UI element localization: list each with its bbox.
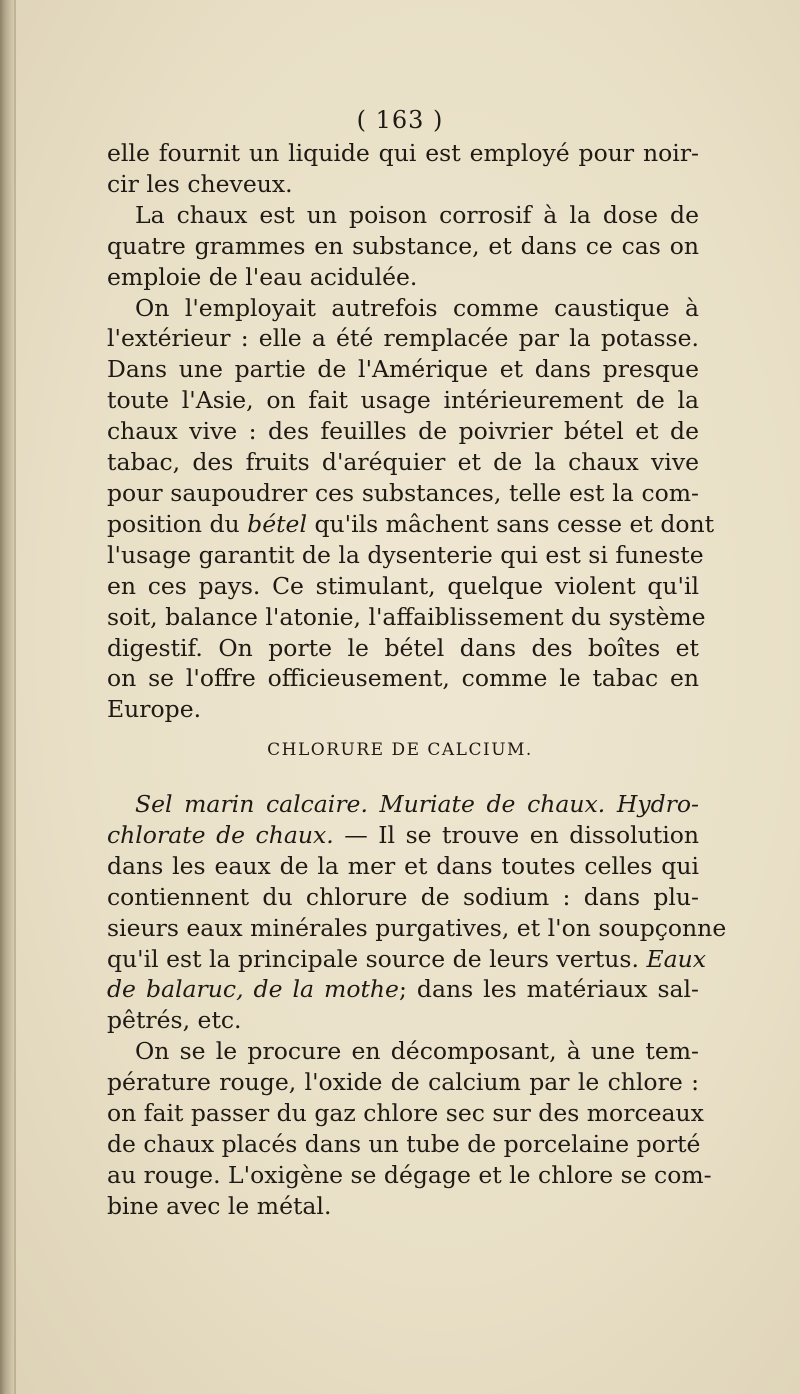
- text-line: On l'employait autrefois comme caustique à: [135, 293, 699, 322]
- text-line: on se l'offre officieusement, comme le tabac en: [107, 664, 699, 693]
- page-spine-shadow: [0, 0, 14, 1394]
- text-span: ; dans les matériaux sal-: [398, 975, 699, 1004]
- text-line-with-italic: [107, 509, 715, 540]
- text-line: l'usage garantit de la dysenterie qui est si funeste: [107, 540, 704, 569]
- text-block-chaux: [107, 138, 715, 725]
- text-line: l'extérieur : elle a été remplacée par la potasse.: [107, 324, 699, 353]
- text-line: on fait passer du gaz chlore sec sur des morceaux: [107, 1099, 704, 1128]
- text-line: sieurs eaux minérales purgatives, et l'on soupçonne: [107, 913, 727, 942]
- text-span: position du: [107, 509, 240, 538]
- text-line-italic: Sel marin calcaire. Muriate de chaux. Hydro-: [135, 790, 699, 818]
- text-line: en ces pays. Ce stimulant, quelque violent qu'il: [107, 571, 699, 600]
- section-heading: CHLORURE DE CALCIUM.: [267, 740, 533, 760]
- italic-term-eaux: Eaux: [646, 944, 706, 973]
- text-line: Europe.: [107, 695, 202, 724]
- text-line: au rouge. L'oxigène se dégage et le chlore se com-: [107, 1160, 712, 1189]
- text-line: chaux vive : des feuilles de poivrier bétel et de: [107, 417, 699, 446]
- text-line: soit, balance l'atonie, l'affaiblissement du système: [107, 602, 706, 631]
- text-line: dans les eaux de la mer et dans toutes celles qui: [107, 851, 699, 880]
- text-line: quatre grammes en substance, et dans ce cas on: [107, 231, 699, 260]
- text-block-chlorure: [107, 789, 727, 1222]
- text-line-with-italic: [107, 944, 706, 975]
- text-line: pêtrés, etc.: [107, 1006, 242, 1035]
- text-line: tabac, des fruits d'aréquier et de la chaux vive: [107, 448, 699, 477]
- text-line: pour saupoudrer ces substances, telle est la com-: [107, 478, 699, 507]
- text-span: qu'il est la principale source de leurs vertus.: [107, 944, 639, 973]
- page-number: ( 163 ): [356, 106, 444, 134]
- text-line: cir les cheveux.: [107, 169, 293, 198]
- text-span: — Il se trouve en dissolution: [333, 820, 699, 849]
- text-line: contiennent du chlorure de sodium : dans plu-: [107, 882, 699, 911]
- italic-term-betel: bétel: [247, 509, 307, 538]
- text-line: pérature rouge, l'oxide de calcium par le chlore :: [107, 1068, 699, 1097]
- italic-place-names: de balaruc, de la mothe: [107, 975, 399, 1004]
- page-spine-edge: [14, 0, 16, 1394]
- text-span: qu'ils mâchent sans cesse et dont: [314, 509, 715, 538]
- text-line: Dans une partie de l'Amérique et dans presque: [107, 355, 699, 384]
- text-line: toute l'Asie, on fait usage intérieurement de la: [107, 386, 699, 415]
- text-line: La chaux est un poison corrosif à la dose de: [135, 200, 699, 229]
- text-line: elle fournit un liquide qui est employé pour noir-: [107, 139, 699, 167]
- text-line-with-italic: [107, 820, 699, 851]
- text-line-with-italic: [107, 974, 699, 1005]
- text-line: On se le procure en décomposant, à une tem-: [135, 1037, 699, 1066]
- text-line: emploie de l'eau acidulée.: [107, 262, 418, 291]
- text-line: digestif. On porte le bétel dans des boîtes et: [107, 633, 699, 662]
- text-line: bine avec le métal.: [107, 1191, 332, 1220]
- text-line: de chaux placés dans un tube de porcelaine porté: [107, 1129, 701, 1158]
- italic-synonym: chlorate de chaux.: [107, 820, 334, 849]
